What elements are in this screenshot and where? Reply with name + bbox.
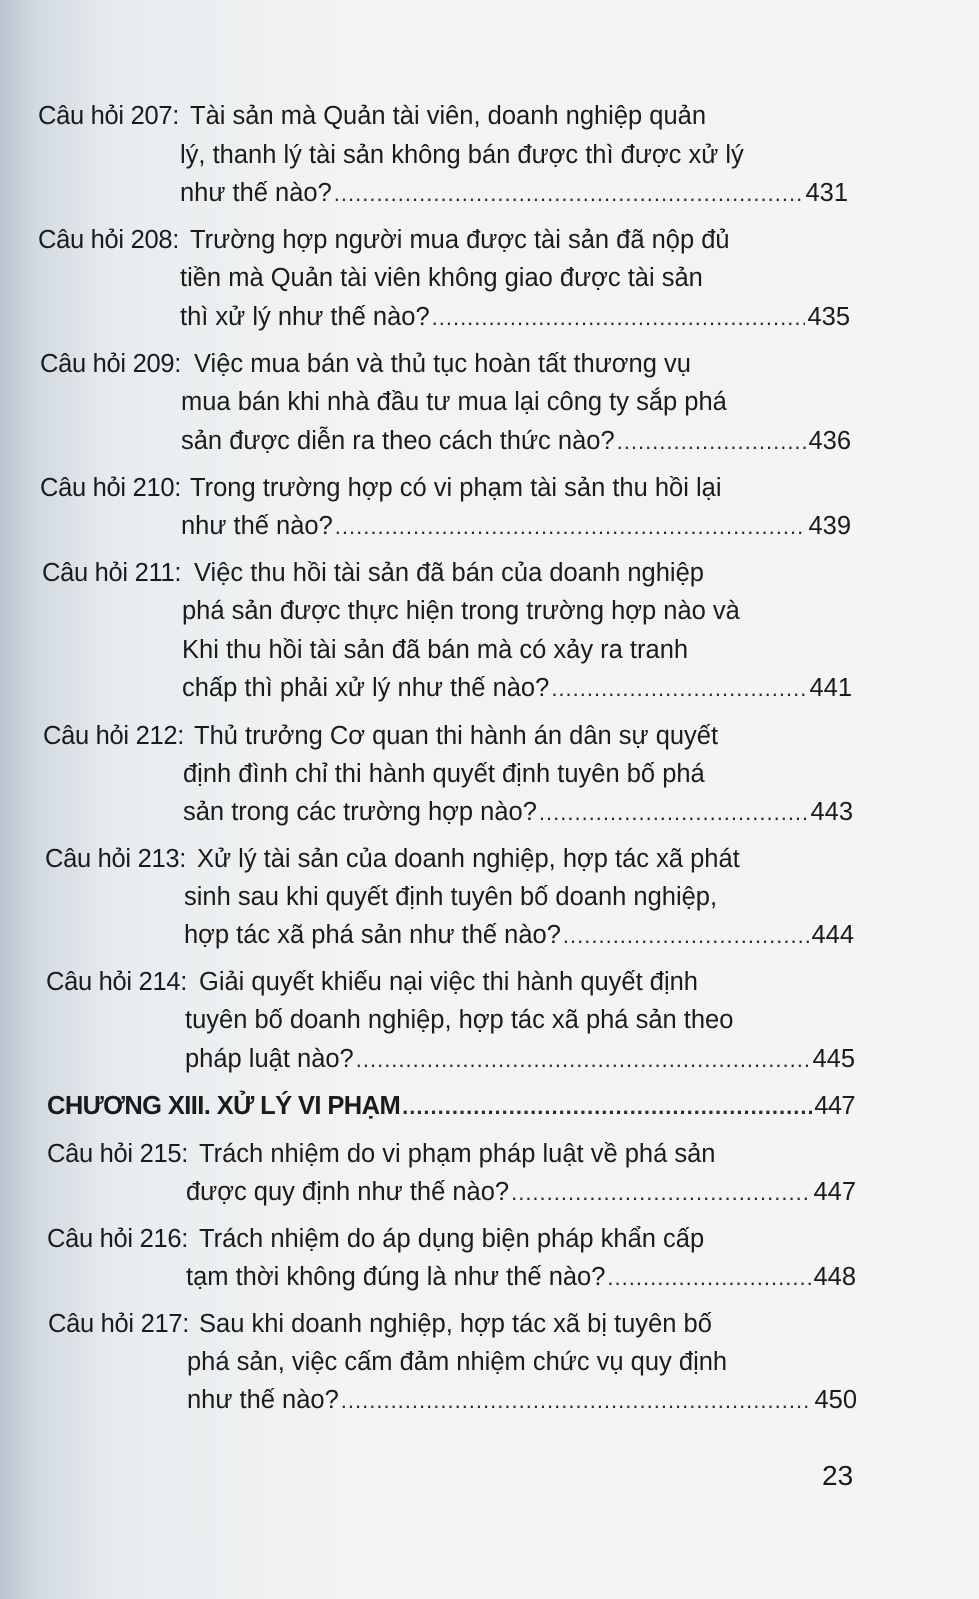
question-text-line: thì xử lý như thế nào? xyxy=(180,303,430,331)
question-text-line: Trong trường hợp có vi phạm tài sản thu hồi lại xyxy=(190,474,722,502)
dot-leader xyxy=(563,915,810,956)
page-ref: 439 xyxy=(808,512,851,540)
question-text-line: chấp thì phải xử lý như thế nào? xyxy=(182,674,550,702)
dot-leader xyxy=(617,421,807,462)
dot-leader xyxy=(334,173,804,214)
question-text-line: định đình chỉ thi hành quyết định tuyên bố phá xyxy=(183,760,705,788)
page-ref: 444 xyxy=(811,921,854,949)
dot-leader xyxy=(607,1257,811,1298)
chapter-title: CHƯƠNG XIII. XỬ LÝ VI PHẠM xyxy=(47,1092,401,1120)
page-ref: 447 xyxy=(814,1092,855,1120)
question-label: Câu hỏi 216: xyxy=(47,1225,189,1253)
dot-leader xyxy=(335,506,807,547)
toc-last-line xyxy=(181,421,851,461)
toc-last-line xyxy=(180,297,850,337)
page-ref: 450 xyxy=(814,1386,857,1414)
question-label: Câu hỏi 213: xyxy=(45,845,187,873)
question-text-line: mua bán khi nhà đầu tư mua lại công ty sắp phá xyxy=(181,388,727,416)
question-text-line: Việc mua bán và thủ tục hoàn tất thương vụ xyxy=(194,350,691,378)
question-label: Câu hỏi 210: xyxy=(40,474,182,502)
question-text-line: lý, thanh lý tài sản không bán được thì được xử lý xyxy=(180,141,744,169)
dot-leader xyxy=(402,1086,812,1127)
question-text-line: như thế nào? xyxy=(181,512,333,540)
question-text-line: Thủ trưởng Cơ quan thi hành án dân sự quyết xyxy=(194,722,719,750)
question-label: Câu hỏi 214: xyxy=(46,968,188,996)
question-text-line: tiền mà Quản tài viên không giao được tài sản xyxy=(180,264,703,292)
question-text-line: tạm thời không đúng là như thế nào? xyxy=(186,1263,606,1291)
dot-leader xyxy=(511,1172,811,1213)
question-text-line: phá sản được thực hiện trong trường hợp nào và xyxy=(182,597,740,625)
question-text-line: Trách nhiệm do vi phạm pháp luật về phá sản xyxy=(199,1140,716,1168)
question-text-line: Việc thu hồi tài sản đã bán của doanh nghiệp xyxy=(194,559,704,587)
question-text-line: Trách nhiệm do áp dụng biện pháp khẩn cấp xyxy=(199,1225,705,1253)
question-text-line: sản trong các trường hợp nào? xyxy=(183,798,537,826)
question-text-line: hợp tác xã phá sản như thế nào? xyxy=(184,921,561,949)
question-text-line: như thế nào? xyxy=(180,179,332,207)
question-label: Câu hỏi 217: xyxy=(48,1310,190,1338)
page-number: 23 xyxy=(822,1460,854,1491)
question-text-line: sản được diễn ra theo cách thức nào? xyxy=(181,427,615,455)
page-ref: 431 xyxy=(805,179,848,207)
question-label: Câu hỏi 215: xyxy=(47,1140,189,1168)
page-ref: 435 xyxy=(807,303,850,331)
question-text-line: Giải quyết khiếu nại việc thi hành quyết định xyxy=(199,968,698,996)
page-ref: 436 xyxy=(808,427,851,455)
question-text-line: được quy định như thế nào? xyxy=(186,1178,510,1206)
toc-last-line xyxy=(182,668,852,708)
dot-leader xyxy=(551,668,807,709)
toc-last-line xyxy=(186,1172,856,1212)
page-ref: 441 xyxy=(809,674,852,702)
page-ref: 443 xyxy=(810,798,853,826)
page-ref: 447 xyxy=(813,1178,856,1206)
question-label: Câu hỏi 212: xyxy=(43,722,185,750)
question-text-line: Khi thu hồi tài sản đã bán mà có xảy ra tranh xyxy=(182,636,689,664)
toc-last-line xyxy=(186,1257,856,1297)
question-text-line: như thế nào? xyxy=(187,1386,339,1414)
question-label: Câu hỏi 209: xyxy=(40,350,182,378)
question-label: Câu hỏi 208: xyxy=(38,226,180,254)
dot-leader xyxy=(432,297,806,338)
dot-leader xyxy=(356,1039,811,1080)
question-text-line: pháp luật nào? xyxy=(185,1045,354,1073)
question-text-line: Tài sản mà Quản tài viên, doanh nghiệp quản xyxy=(190,102,707,130)
question-label: Câu hỏi 207: xyxy=(38,102,180,130)
toc-last-line xyxy=(187,1380,857,1420)
question-text-line: tuyên bố doanh nghiệp, hợp tác xã phá sản theo xyxy=(185,1006,734,1034)
dot-leader xyxy=(539,792,809,833)
question-text-line: Sau khi doanh nghiệp, hợp tác xã bị tuyên bố xyxy=(199,1310,712,1338)
dot-leader xyxy=(341,1380,813,1421)
toc-last-line xyxy=(180,173,848,213)
toc-last-line xyxy=(185,1039,855,1079)
page-ref: 445 xyxy=(812,1045,855,1073)
question-text-line: Trường hợp người mua được tài sản đã nộp đủ xyxy=(190,226,730,254)
question-label: Câu hỏi 211: xyxy=(42,559,182,587)
toc-last-line xyxy=(183,792,853,832)
toc-last-line xyxy=(184,915,854,955)
question-text-line: phá sản, việc cấm đảm nhiệm chức vụ quy định xyxy=(187,1348,728,1376)
page-ref: 448 xyxy=(813,1263,856,1291)
chapter-heading xyxy=(47,1086,855,1126)
question-text-line: Xử lý tài sản của doanh nghiệp, hợp tác xã phát xyxy=(197,845,740,873)
toc-last-line xyxy=(181,506,851,546)
question-text-line: sinh sau khi quyết định tuyên bố doanh nghiệp, xyxy=(184,883,718,911)
